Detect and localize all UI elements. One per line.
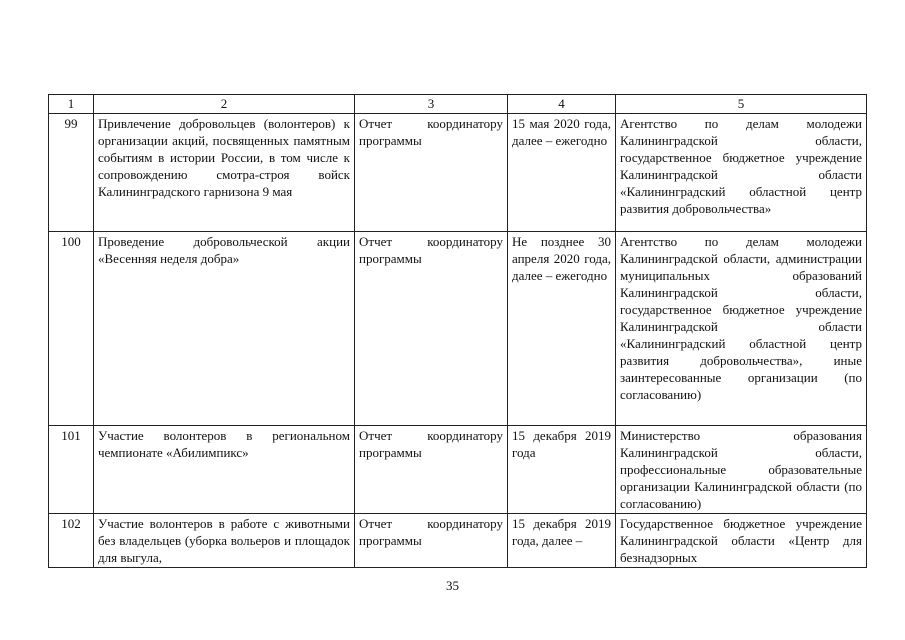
row-number-text: 102: [61, 516, 81, 531]
table-row: [49, 232, 867, 426]
row-number: 100: [49, 232, 94, 426]
page-number: 35: [446, 578, 459, 593]
report-cell: Отчет координатору программы: [355, 232, 508, 426]
table-row: [49, 426, 867, 514]
column-header-1: 1: [49, 95, 94, 114]
table-row: [49, 514, 867, 568]
row-number: 99: [49, 114, 94, 232]
event-cell: Участие волонтеров в региональном чемпионате «Абилимпикс»: [94, 426, 355, 514]
executor-text: Государственное бюджетное учреждение Калининградской области «Центр для безнадзорных: [620, 516, 862, 565]
column-header-2: 2: [94, 95, 355, 114]
report-cell: Отчет координатору программы: [355, 426, 508, 514]
executor-cell: Агентство по делам молодежи Калининградской области, государственное бюджетное учреждение Калининградской области «Калининградский областной центр развития добровольчества»: [616, 114, 867, 232]
deadline-cell: Не позднее 30 апреля 2020 года, далее – ежегодно: [508, 232, 616, 426]
row-number: [49, 514, 94, 568]
executor-cell: [616, 514, 867, 568]
deadline-cell: 15 декабря 2019 года: [508, 426, 616, 514]
executor-cell: Агентство по делам молодежи Калининградской области, администрации муниципальных образований Калининградской области, государственное бюджетное учреждение Калининградской области «Калининградский областной центр развития добровольчества», иные заинтересованные организации (по согласованию): [616, 232, 867, 426]
table-header-row: [49, 95, 867, 114]
event-cell: Проведение добровольческой акции «Весенняя неделя добра»: [94, 232, 355, 426]
executor-cell: Министерство образования Калининградской области, профессиональные образовательные организации Калининградской области (по согласованию): [616, 426, 867, 514]
deadline-cell: 15 мая 2020 года, далее – ежегодно: [508, 114, 616, 232]
report-cell: [355, 514, 508, 568]
column-header-4: 4: [508, 95, 616, 114]
report-text: Отчет координатору программы: [359, 516, 503, 548]
report-cell: Отчет координатору программы: [355, 114, 508, 232]
event-text: Участие волонтеров в работе с животными без владельцев (уборка вольеров и площадок для выгула,: [98, 516, 350, 565]
event-cell: Привлечение добровольцев (волонтеров) к организации акций, посвященных памятным событиям в истории России, в том числе к сопровождению смотра-строя войск Калининградского гарнизона 9 мая: [94, 114, 355, 232]
row-number: 101: [49, 426, 94, 514]
deadline-text: 15 декабря 2019 года, далее –: [512, 516, 611, 548]
plan-table: [48, 94, 867, 568]
event-cell: [94, 514, 355, 568]
column-header-5: 5: [616, 95, 867, 114]
deadline-cell: [508, 514, 616, 568]
table-row: [49, 114, 867, 232]
column-header-3: 3: [355, 95, 508, 114]
